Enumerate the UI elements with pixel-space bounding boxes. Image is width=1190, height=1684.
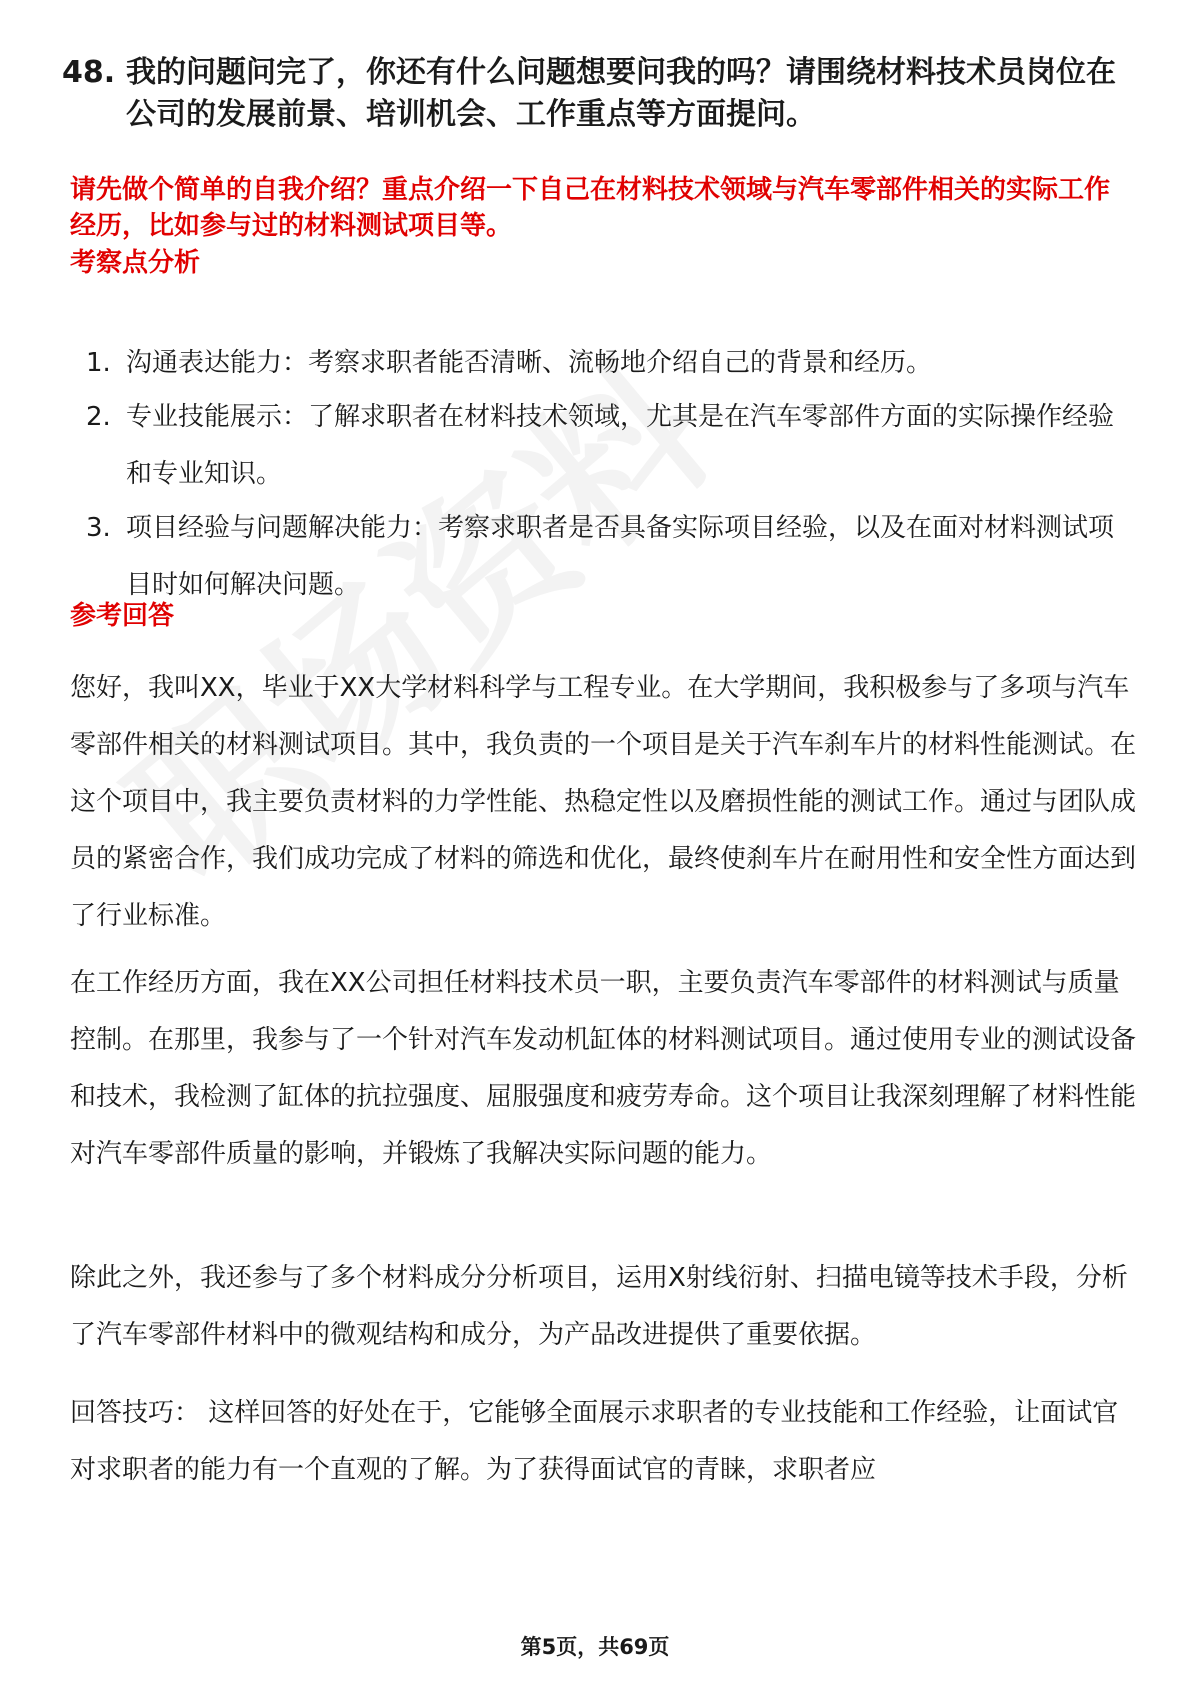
list-item xyxy=(86,500,1136,614)
analysis-list xyxy=(86,335,1136,614)
list-item-text: 项目经验与问题解决能力：考察求职者是否具备实际项目经验，以及在面对材料测试项目时如何解决问题。 xyxy=(126,513,1115,600)
question-number: 48. xyxy=(62,55,116,90)
answer-heading: 参考回答 xyxy=(70,601,175,631)
list-item-text: 沟通表达能力：考察求职者能否清晰、流畅地介绍自己的背景和经历。 xyxy=(126,348,933,378)
page-footer: 第5页，共69页 xyxy=(520,1635,670,1659)
list-item-text: 专业技能展示：了解求职者在材料技术领域，尤其是在汽车零部件方面的实际操作经验和专业知识。 xyxy=(126,402,1115,489)
answer-paragraph: 在工作经历方面，我在XX公司担任材料技术员一职，主要负责汽车零部件的材料测试与质量控制。在那里，我参与了一个针对汽车发动机缸体的材料测试项目。通过使用专业的测试设备和技术，我检测了缸体的抗拉强度、屈服强度和疲劳寿命。这个项目让我深刻理解了材料性能对汽车零部件质量的影响，并锻炼了我解决实际问题的能力。 xyxy=(70,968,1137,1169)
question-text: 我的问题问完了，你还有什么问题想要问我的吗？请围绕材料技术员岗位在公司的发展前景、培训机会、工作重点等方面提问。 xyxy=(126,55,1116,132)
answer-tip: 回答技巧： 这样回答的好处在于，它能够全面展示求职者的专业技能和工作经验，让面试官对求职者的能力有一个直观的了解。为了获得面试官的青睐，求职者应 xyxy=(70,1398,1119,1485)
list-item xyxy=(86,389,1136,503)
interview-question: 请先做个简单的自我介绍？重点介绍一下自己在材料技术领域与汽车零部件相关的实际工作经历，比如参与过的材料测试项目等。 xyxy=(70,175,1111,241)
answer-paragraph: 除此之外，我还参与了多个材料成分分析项目，运用X射线衍射、扫描电镜等技术手段，分析了汽车零部件材料中的微观结构和成分，为产品改进提供了重要依据。 xyxy=(70,1263,1128,1350)
list-item-number: 1. xyxy=(86,348,111,378)
question-title xyxy=(62,52,1132,136)
answer-paragraph: 您好，我叫XX，毕业于XX大学材料科学与工程专业。在大学期间，我积极参与了多项与汽车零部件相关的材料测试项目。其中，我负责的一个项目是关于汽车刹车片的材料性能测试。在这个项目中，我主要负责材料的力学性能、热稳定性以及磨损性能的测试工作。通过与团队成员的紧密合作，我们成功完成了材料的筛选和优化，最终使刹车片在耐用性和安全性方面达到了行业标准。 xyxy=(70,673,1137,931)
list-item-number: 3. xyxy=(86,513,111,543)
list-item xyxy=(86,335,1136,392)
analysis-heading: 考察点分析 xyxy=(70,248,201,278)
list-item-number: 2. xyxy=(86,402,111,432)
